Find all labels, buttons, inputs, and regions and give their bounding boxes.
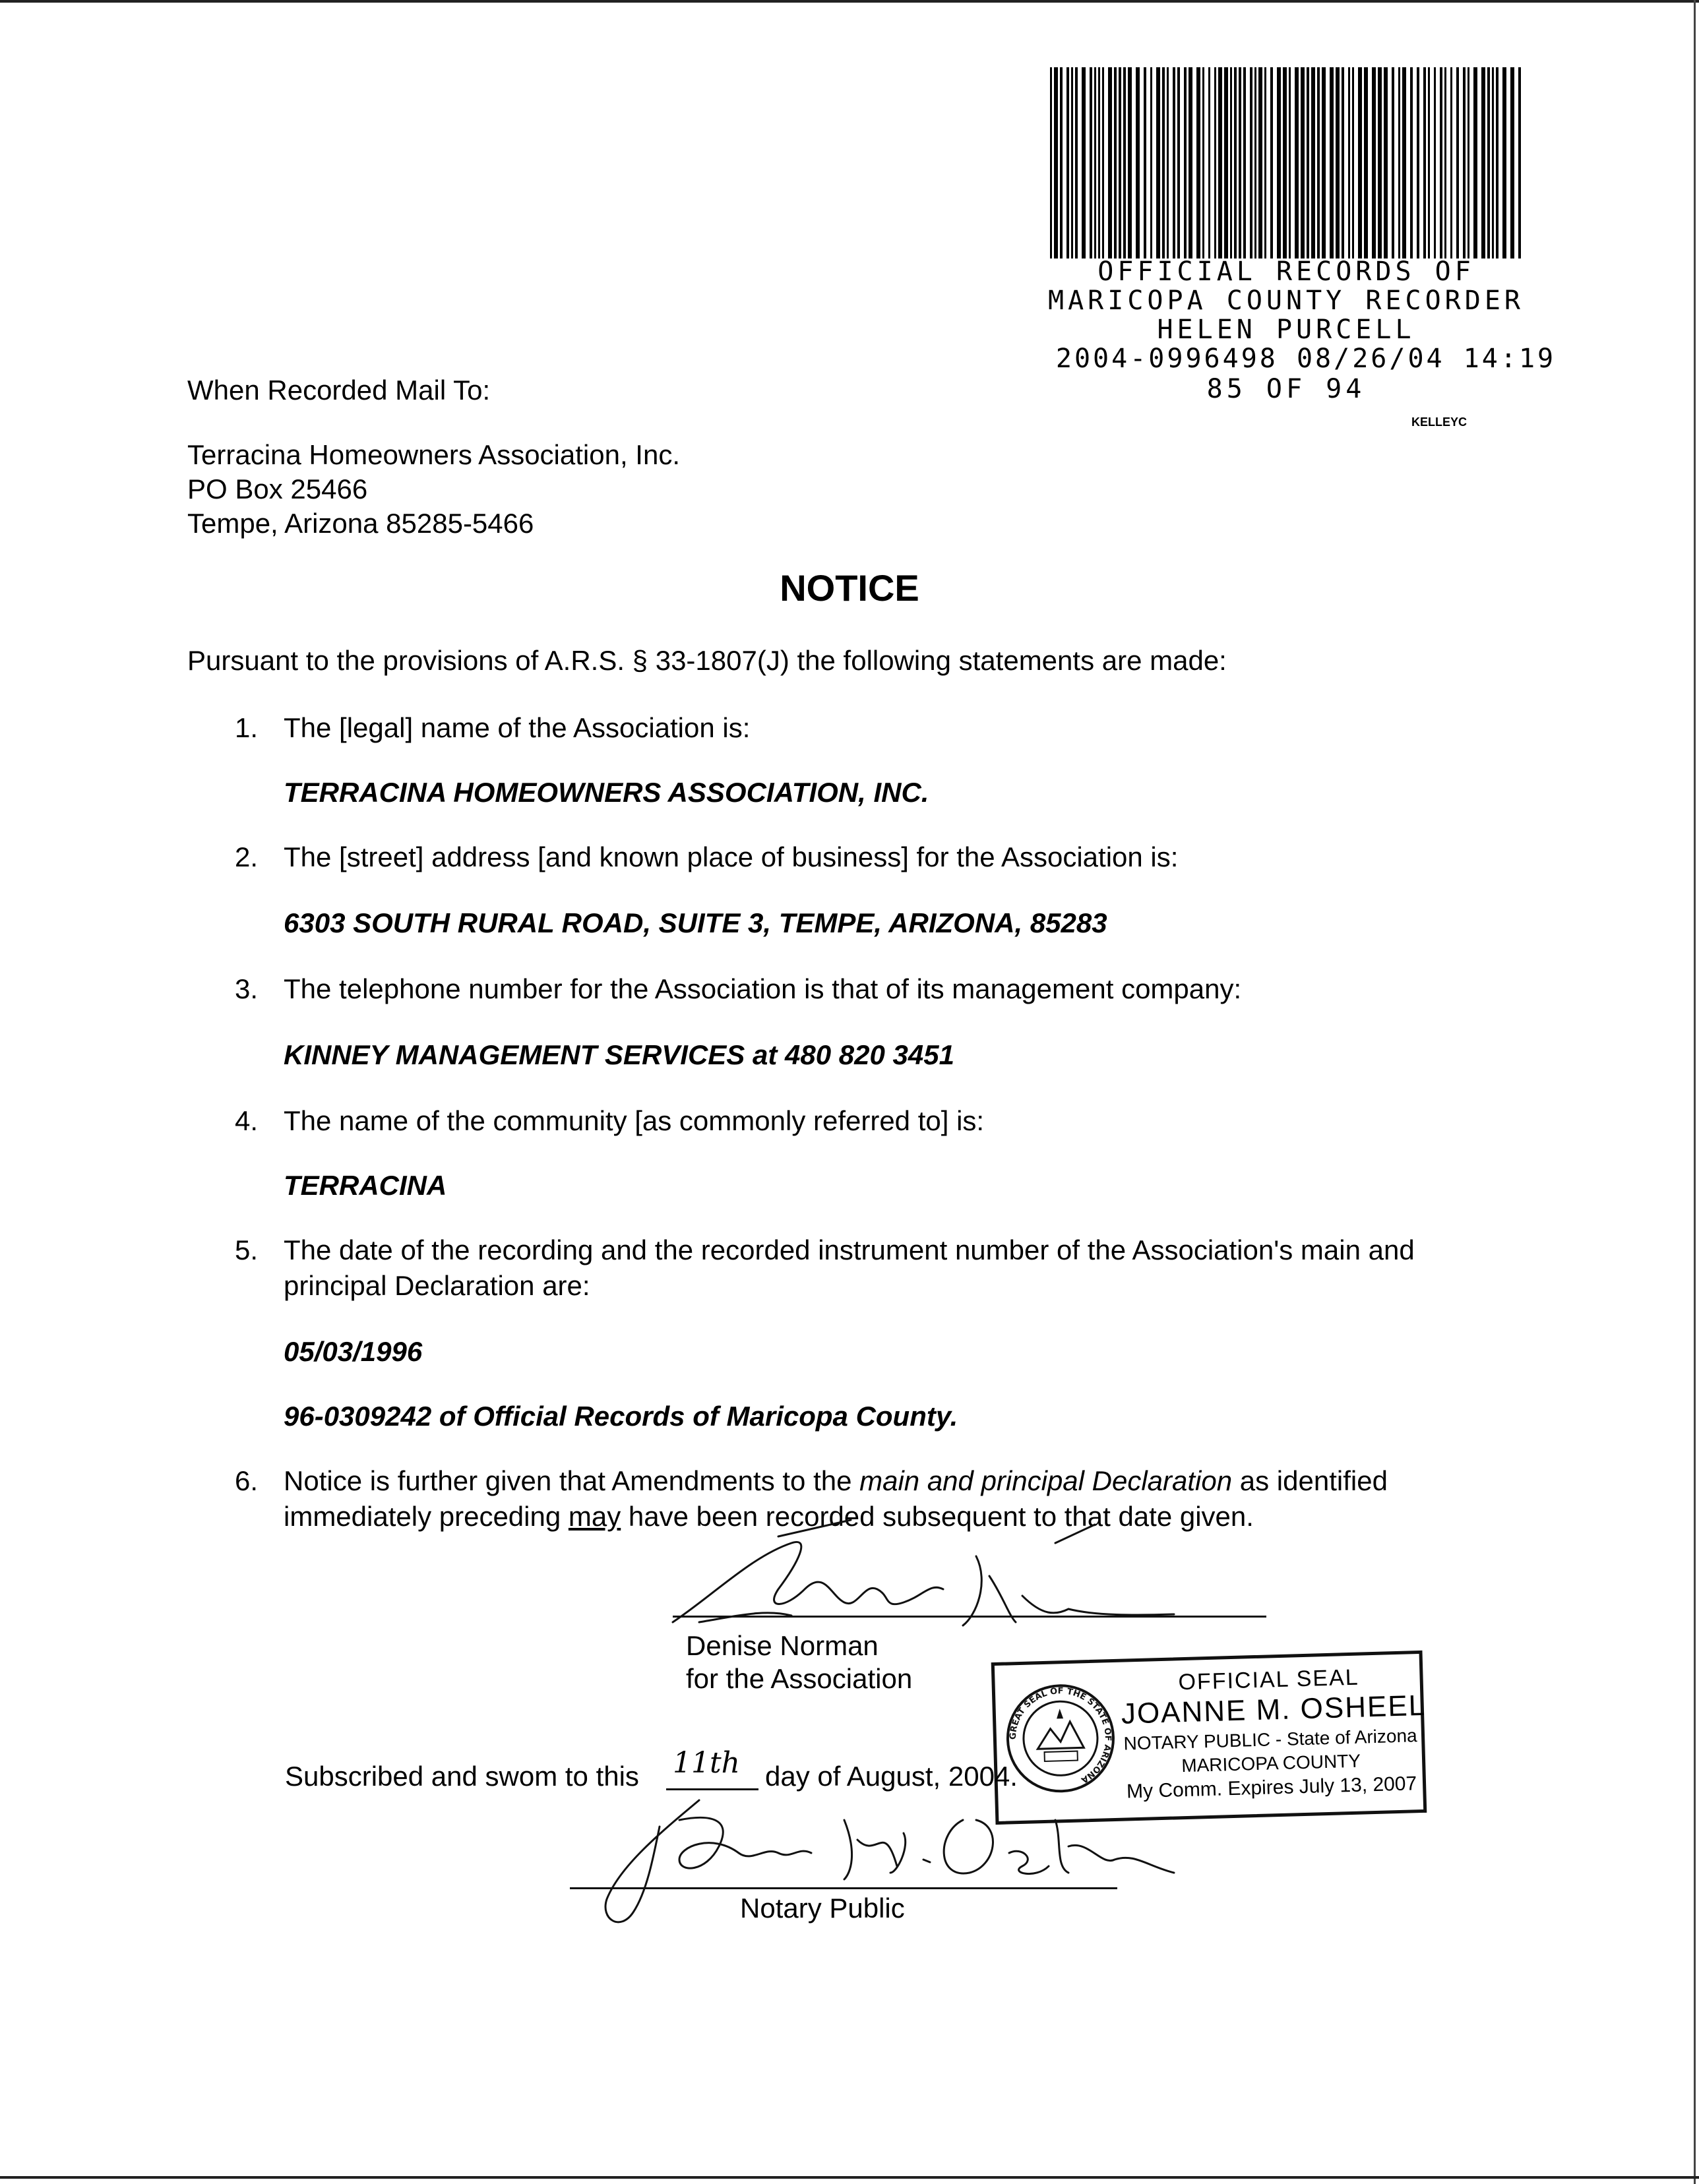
item-text: The [legal] name of the Association is: — [284, 712, 751, 743]
recorder-line-4: 2004-0996498 08/26/04 14:19 — [1055, 344, 1557, 374]
item-text-line-2: principal Declaration are: — [284, 1270, 590, 1301]
item-text: The [street] address [and known place of business] for the Association is: — [284, 841, 1179, 872]
item-answer: TERRACINA HOMEOWNERS ASSOCIATION, INC. — [284, 777, 929, 808]
item-text-line2-b: have been recorded subsequent to that date given. — [621, 1501, 1254, 1532]
mail-to-city: Tempe, Arizona 85285-5466 — [187, 508, 534, 539]
item-number: 4. — [235, 1105, 259, 1136]
seal-line-5: My Comm. Expires July 13, 2007 — [1126, 1773, 1417, 1803]
item-answer: KINNEY MANAGEMENT SERVICES at 480 820 3451 — [284, 1039, 954, 1070]
seal-line-4: MARICOPA COUNTY — [1181, 1750, 1361, 1776]
item-text-line2-a: immediately preceding — [284, 1501, 569, 1532]
item-text-a: Notice is further given that Amendments to the — [284, 1465, 860, 1496]
recorder-clerk: KELLEYC — [1411, 415, 1467, 429]
page-bottom-edge — [0, 2176, 1699, 2179]
page-title: NOTICE — [780, 567, 919, 609]
mail-to-name: Terracina Homeowners Association, Inc. — [187, 439, 680, 470]
recorder-line-5: 85 OF 94 — [1206, 374, 1366, 404]
item-number: 2. — [235, 841, 259, 872]
intro-text: Pursuant to the provisions of A.R.S. § 33-1807(J) the following statements are made: — [187, 645, 1227, 676]
item-answer: 6303 SOUTH RURAL ROAD, SUITE 3, TEMPE, ARIZONA, 85283 — [284, 907, 1107, 938]
mail-to-heading: When Recorded Mail To: — [187, 375, 491, 406]
item-number: 6. — [235, 1465, 259, 1496]
item-text-italic: main and principal Declaration — [859, 1465, 1233, 1496]
association-signature-icon — [633, 1517, 1280, 1635]
item-number: 1. — [235, 712, 259, 743]
seal-line-2: JOANNE M. OSHEEL — [1121, 1689, 1427, 1730]
item-text: The name of the community [as commonly referred to] is: — [284, 1105, 985, 1136]
recorder-line-3: HELEN PURCELL — [1157, 315, 1415, 345]
item-text-line-1: The date of the recording and the recorded instrument number of the Association's main and — [284, 1234, 1415, 1265]
page-top-edge — [0, 0, 1699, 3]
state-seal-ring-text: GREAT SEAL OF THE STATE OF ARIZONA — [1008, 1686, 1113, 1785]
notary-label: Notary Public — [740, 1893, 905, 1924]
item-text-line-1 — [284, 1464, 1388, 1498]
sworn-day: 11th — [673, 1746, 741, 1780]
signatory-role: for the Association — [686, 1663, 913, 1694]
association-signature-line — [673, 1616, 1266, 1618]
mail-to-po-box: PO Box 25466 — [187, 473, 368, 504]
barcode-icon — [1047, 67, 1528, 258]
sworn-prefix: Subscribed and swom to this — [285, 1761, 639, 1792]
state-seal-icon — [1003, 1681, 1119, 1796]
item-text: The telephone number for the Association is that of its management company: — [284, 973, 1242, 1004]
page-right-edge — [1694, 0, 1696, 2184]
sworn-suffix: day of August, 2004. — [765, 1761, 1018, 1792]
seal-line-1: OFFICIAL SEAL — [1178, 1664, 1360, 1695]
recorder-line-2: MARICOPA COUNTY RECORDER — [1048, 286, 1524, 316]
item-answer-date: 05/03/1996 — [284, 1336, 423, 1367]
item-answer: TERRACINA — [284, 1170, 447, 1201]
item-number: 5. — [235, 1234, 259, 1265]
notary-signature-line — [570, 1887, 1117, 1889]
seal-line-3: NOTARY PUBLIC - State of Arizona — [1123, 1725, 1417, 1754]
item-text-underlined: may — [568, 1501, 621, 1532]
item-number: 3. — [235, 973, 259, 1004]
item-text-b: as identified — [1232, 1465, 1388, 1496]
item-answer-instrument: 96-0309242 of Official Records of Maricopa County. — [284, 1401, 958, 1432]
signatory-name: Denise Norman — [686, 1630, 879, 1661]
recorder-line-1: OFFICIAL RECORDS OF — [1097, 257, 1475, 287]
